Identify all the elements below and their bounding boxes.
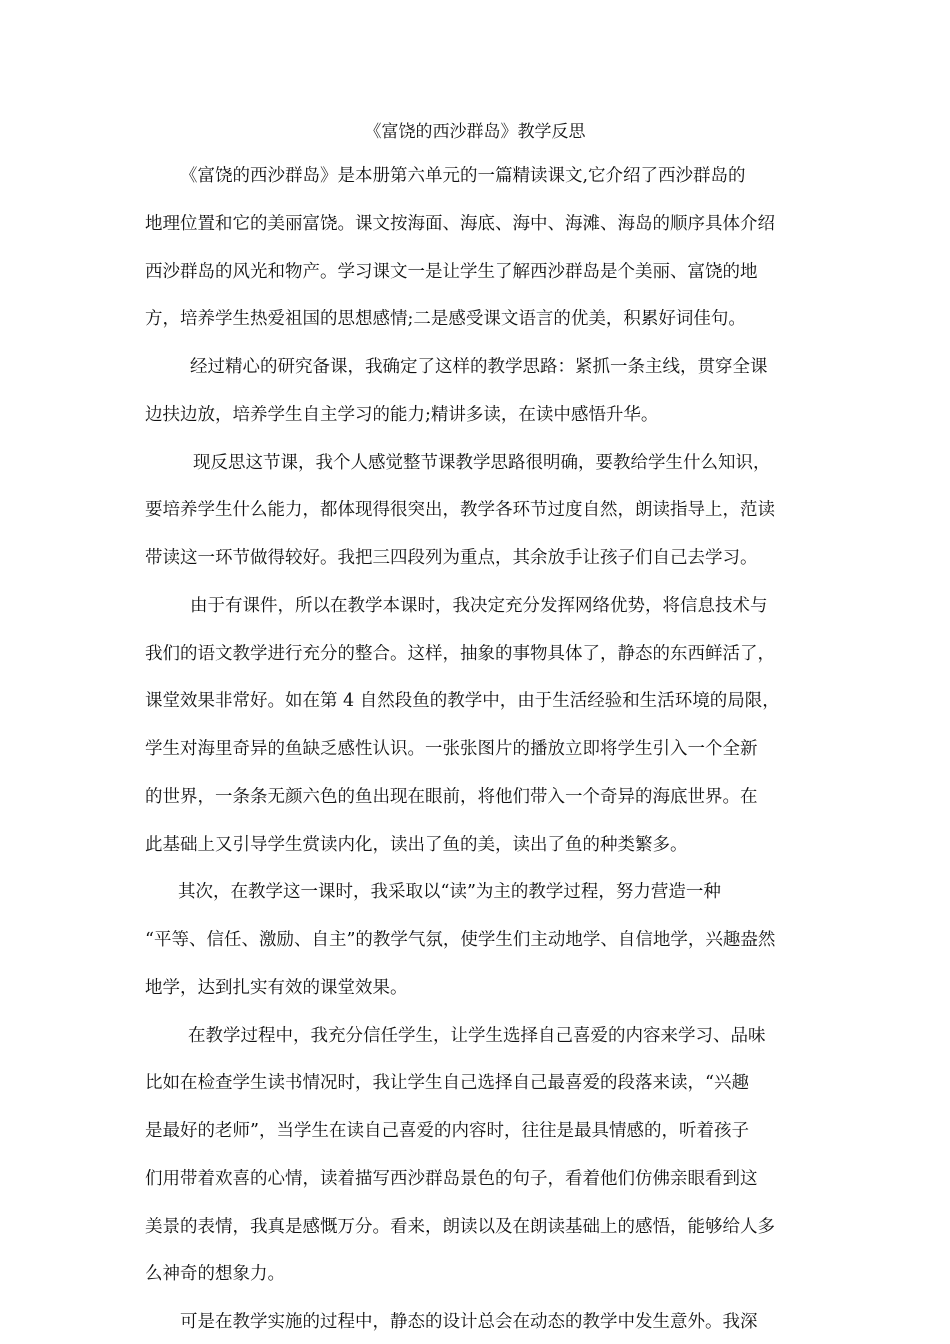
text-line: 么神奇的想象力。 (145, 1264, 285, 1284)
text-line: 要培养学生什么能力，都体现得很突出，教学各环节过度自然，朗读指导上，范读 (145, 500, 775, 520)
text-line: 方，培养学生热爱祖国的思想感情;二是感受课文语言的优美，积累好词佳句。 (145, 309, 746, 329)
text-line: 地理位置和它的美丽富饶。课文按海面、海底、海中、海滩、海岛的顺序具体介绍 (145, 214, 775, 234)
text-line: 我们的语文教学进行充分的整合。这样，抽象的事物具体了，静态的东西鲜活了， (145, 644, 775, 664)
text-line: “平等、信任、激励、自主”的教学气氛，使学生们主动地学、自信地学，兴趣盎然 (145, 930, 776, 950)
text-line: 在教学过程中，我充分信任学生，让学生选择自己喜爱的内容来学习、品味 (188, 1026, 766, 1046)
text-line: 现反思这节课，我个人感觉整节课教学思路很明确，要教给学生什么知识， (193, 453, 771, 473)
text-line: 西沙群岛的风光和物产。学习课文一是让学生了解西沙群岛是个美丽、富饶的地 (145, 262, 758, 282)
text-line: 边扶边放，培养学生自主学习的能力;精讲多读，在读中感悟升华。 (145, 405, 659, 425)
text-line: 此基础上又引导学生赏读内化，读出了鱼的美，读出了鱼的种类繁多。 (145, 835, 688, 855)
text-line: 学生对海里奇异的鱼缺乏感性认识。一张张图片的播放立即将学生引入一个全新 (145, 739, 758, 759)
text-line: 的世界，一条条无颜六色的鱼出现在眼前，将他们带入一个奇异的海底世界。在 (145, 787, 758, 807)
text-line: 《富饶的西沙群岛》是本册第六单元的一篇精读课文,它介绍了西沙群岛的 (180, 166, 746, 186)
text-line: 们用带着欢喜的心情，读着描写西沙群岛景色的句子，看着他们仿佛亲眼看到这 (145, 1169, 758, 1189)
text-line: 经过精心的研究备课，我确定了这样的教学思路：紧抓一条主线，贯穿全课 (190, 357, 768, 377)
text-line: 课堂效果非常好。如在第 4 自然段鱼的教学中，由于生活经验和生活环境的局限， (145, 691, 780, 711)
text-line: 由于有课件，所以在教学本课时，我决定充分发挥网络优势，将信息技术与 (190, 596, 768, 616)
text-line: 美景的表情，我真是感慨万分。看来，朗读以及在朗读基础上的感悟，能够给人多 (145, 1217, 775, 1237)
text-line: 是最好的老师”，当学生在读自己喜爱的内容时，往往是最具情感的，听着孩子 (145, 1121, 749, 1141)
text-line: 可是在教学实施的过程中，静态的设计总会在动态的教学中发生意外。我深 (180, 1312, 758, 1332)
text-line: 带读这一环节做得较好。我把三四段列为重点，其余放手让孩子们自己去学习。 (145, 548, 758, 568)
text-line: 地学，达到扎实有效的课堂效果。 (145, 978, 408, 998)
text-line: 其次，在教学这一课时，我采取以“读”为主的教学过程，努力营造一种 (178, 882, 721, 902)
text-line: 比如在检查学生读书情况时，我让学生自己选择自己最喜爱的段落来读，“兴趣 (145, 1073, 749, 1093)
document-title: 《富饶的西沙群岛》教学反思 (364, 122, 586, 142)
